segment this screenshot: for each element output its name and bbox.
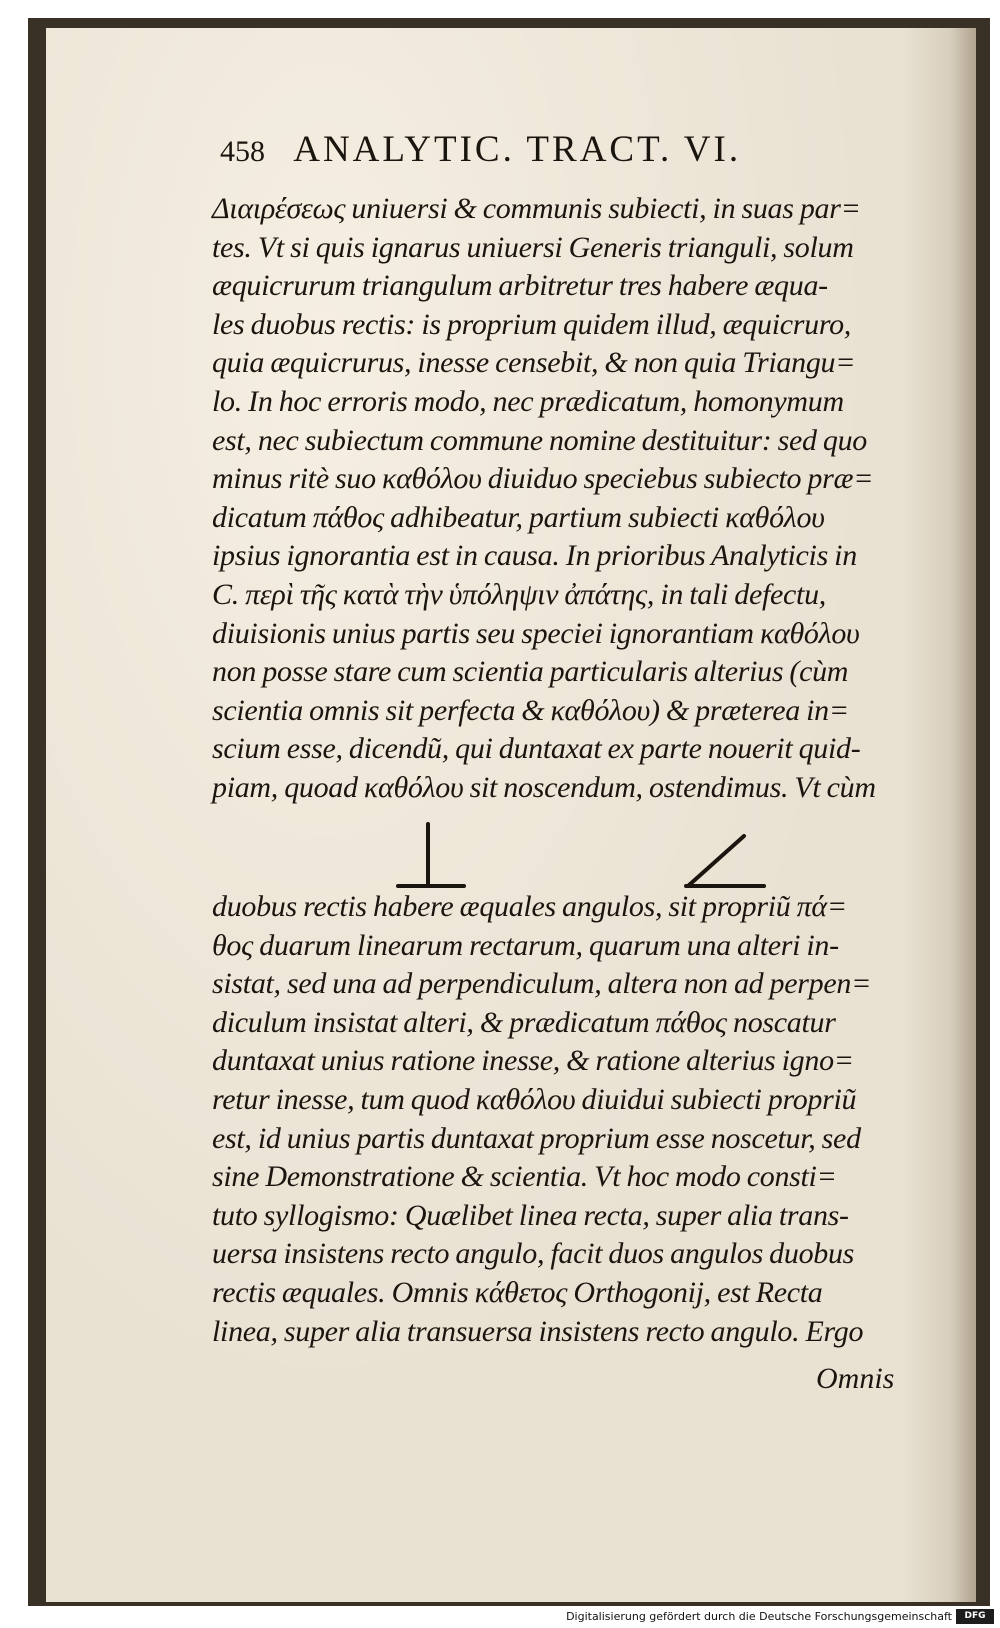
text-line: lo. In hoc erroris modo, nec prædicatum, homonymum [212,384,844,418]
text-block-before-figure [212,190,912,808]
text-line: duobus rectis habere æquales angulos, sit propriũ πά= [212,890,847,923]
text-line: est, id unius partis duntaxat proprium esse noscetur, sed [212,1121,861,1155]
text-line: sine Demonstratione & scientia. Vt hoc modo consti= [212,1160,837,1194]
catchword: Omnis [816,1362,895,1395]
dfg-logo: DFG [956,1609,994,1624]
perpendicular-lines-figure [398,824,464,886]
text-line: retur inesse, tum quod καθόλου diuidui subiecti propriũ [212,1082,857,1116]
text-line: θος duarum linearum rectarum, quarum una alteri in- [212,928,839,962]
text-line: duntaxat unius ratione inesse, & ratione alterius igno= [212,1044,854,1078]
text-line: diuisionis unius partis seu speciei ignorantiam καθόλου [212,616,860,650]
page-number: 458 [220,135,265,168]
text-line: quia æquicrurus, inesse censebit, & non quia Triangu= [212,346,856,380]
running-header [220,128,880,171]
text-line: scium esse, dicendũ, qui duntaxat ex parte nouerit quid- [212,732,861,766]
footer-credit: Digitalisierung gefördert durch die Deutsche Forschungsgemeinschaft [566,1610,952,1623]
text-line: uersa insistens recto angulo, facit duos angulos duobus [212,1237,855,1271]
running-title: ANALYTIC. TRACT. VI. [293,129,742,170]
text-line: non posse stare cum scientia particularis alterius (cùm [212,655,849,689]
text-line: ipsius ignorantia est in causa. In prioribus Analyticis in [212,539,857,573]
text-line: piam, quoad καθόλου sit noscendum, ostendimus. Vt cùm [212,770,876,804]
text-line: tes. Vt si quis ignarus uniuersi Generis trianguli, solum [212,230,854,264]
text-line: est, nec subiectum commune nomine destituitur: sed quo [212,423,867,457]
text-line: scientia omnis sit perfecta & καθόλου) & præterea in= [212,693,849,727]
text-line: diculum insistat alteri, & prædicatum πάθος noscatur [212,1005,836,1039]
text-line: tuto syllogismo: Quælibet linea recta, super alia trans- [212,1198,849,1232]
text-line: æquicrurum triangulum arbitretur tres habere æqua- [212,269,828,303]
text-line: les duobus rectis: is proprium quidem illud, æquicruro, [212,307,851,341]
text-line: rectis æquales. Omnis κάθετος Orthogonij, est Recta [212,1275,823,1309]
text-line: minus ritè suo καθόλου diuiduo speciebus subiecto præ= [212,462,874,496]
text-line: C. περὶ τῆς κατὰ τὴν ὑπόληψιν ἀπάτης, in tali defectu, [212,577,826,611]
page-gutter-shadow [950,28,976,1602]
text-line: sistat, sed una ad perpendiculum, altera non ad perpen= [212,967,872,1001]
digitization-footer [0,1606,1000,1628]
text-line: Διαιρέσεως uniuersi & communis subiecti, in suas par= [212,192,861,225]
oblique-lines-figure [686,836,764,886]
text-block-after-figure [212,888,912,1351]
text-line: dicatum πάθος adhibeatur, partium subiecti καθόλου [212,500,825,534]
text-line: linea, super alia transuersa insistens recto angulo. Ergo [212,1314,864,1348]
